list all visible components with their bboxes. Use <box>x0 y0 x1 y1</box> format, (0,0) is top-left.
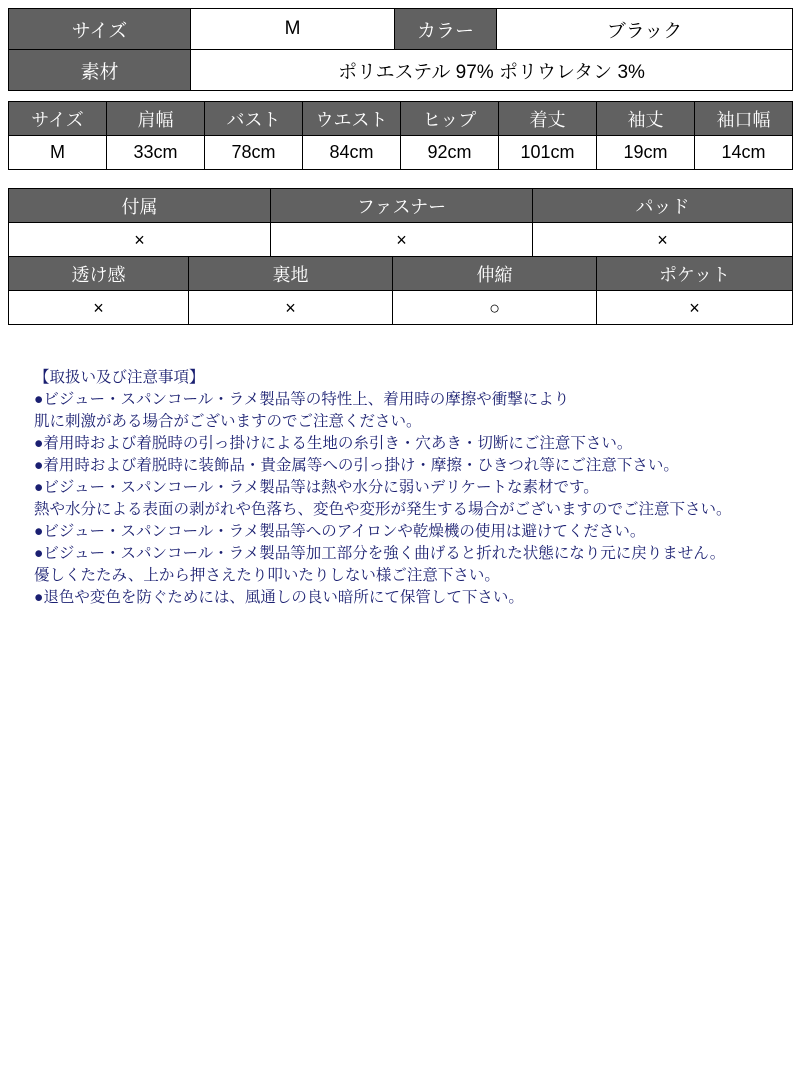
care-notes <box>8 367 792 609</box>
spec-label-material: 素材 <box>9 50 191 91</box>
care-note-line: ●ビジュー・スパンコール・ラメ製品等加工部分を強く曲げると折れた状態になり元に戻りません。 <box>34 545 726 562</box>
size-header-waist: ウエスト <box>303 102 401 136</box>
size-value-waist: 84cm <box>303 136 401 170</box>
attr-header-accessory: 付属 <box>9 189 271 223</box>
care-note-line: ●退色や変色を防ぐためには、風通しの良い暗所にて保管して下さい。 <box>34 589 524 606</box>
spec-value-size: M <box>191 9 395 50</box>
size-header-shoulder: 肩幅 <box>107 102 205 136</box>
attr-value-accessory: × <box>9 223 271 257</box>
table-row <box>9 50 793 91</box>
table-header-row <box>9 102 793 136</box>
attr-header-zipper: ファスナー <box>271 189 533 223</box>
spec-label-size: サイズ <box>9 9 191 50</box>
table-header-row <box>9 257 793 291</box>
size-header-bust: バスト <box>205 102 303 136</box>
care-note-line: ●ビジュー・スパンコール・ラメ製品等は熱や水分に弱いデリケートな素材です。 <box>34 479 599 496</box>
attr-header-pocket: ポケット <box>597 257 793 291</box>
table-row <box>9 136 793 170</box>
size-value-bust: 78cm <box>205 136 303 170</box>
care-note-line: 熱や水分による表面の剥がれや色落ち、変色や変形が発生する場合がございますのでご注意下さい。 <box>34 501 732 518</box>
attr-value-lining: × <box>189 291 393 325</box>
attr-value-sheerness: × <box>9 291 189 325</box>
spec-label-color: カラー <box>395 9 497 50</box>
attr-value-zipper: × <box>271 223 533 257</box>
size-header-cuff-width: 袖口幅 <box>695 102 793 136</box>
care-note-line: 優しくたたみ、上から押さえたり叩いたりしない様ご注意下さい。 <box>34 567 500 584</box>
size-header-hip: ヒップ <box>401 102 499 136</box>
table-row <box>9 223 793 257</box>
size-value-length: 101cm <box>499 136 597 170</box>
attribute-table-secondary <box>8 256 793 325</box>
attr-header-pad: パッド <box>533 189 793 223</box>
size-value-sleeve-length: 19cm <box>597 136 695 170</box>
spec-value-material: ポリエステル 97% ポリウレタン 3% <box>191 50 793 91</box>
care-notes-title: 【取扱い及び注意事項】 <box>34 369 205 386</box>
spec-table <box>8 8 793 91</box>
care-note-line: ●着用時および着脱時に装飾品・貴金属等への引っ掛け・摩擦・ひきつれ等にご注意下さい。 <box>34 457 679 474</box>
care-note-line: 肌に刺激がある場合がございますのでご注意ください。 <box>34 413 422 430</box>
attribute-table <box>8 188 793 257</box>
spec-value-color: ブラック <box>497 9 793 50</box>
size-value-hip: 92cm <box>401 136 499 170</box>
care-note-line: ●着用時および着脱時の引っ掛けによる生地の糸引き・穴あき・切断にご注意下さい。 <box>34 435 633 452</box>
size-value-size: M <box>9 136 107 170</box>
care-note-line: ●ビジュー・スパンコール・ラメ製品等の特性上、着用時の摩擦や衝撃により <box>34 391 570 408</box>
attr-value-pad: × <box>533 223 793 257</box>
size-value-shoulder: 33cm <box>107 136 205 170</box>
table-row <box>9 291 793 325</box>
care-note-line: ●ビジュー・スパンコール・ラメ製品等へのアイロンや乾燥機の使用は避けてください。 <box>34 523 646 540</box>
table-row <box>9 9 793 50</box>
attr-header-stretch: 伸縮 <box>393 257 597 291</box>
attr-header-sheerness: 透け感 <box>9 257 189 291</box>
size-measurement-table <box>8 101 793 170</box>
table-header-row <box>9 189 793 223</box>
size-value-cuff-width: 14cm <box>695 136 793 170</box>
size-header-length: 着丈 <box>499 102 597 136</box>
attr-value-pocket: × <box>597 291 793 325</box>
size-header-sleeve-length: 袖丈 <box>597 102 695 136</box>
attr-value-stretch: ○ <box>393 291 597 325</box>
attr-header-lining: 裏地 <box>189 257 393 291</box>
size-header-size: サイズ <box>9 102 107 136</box>
